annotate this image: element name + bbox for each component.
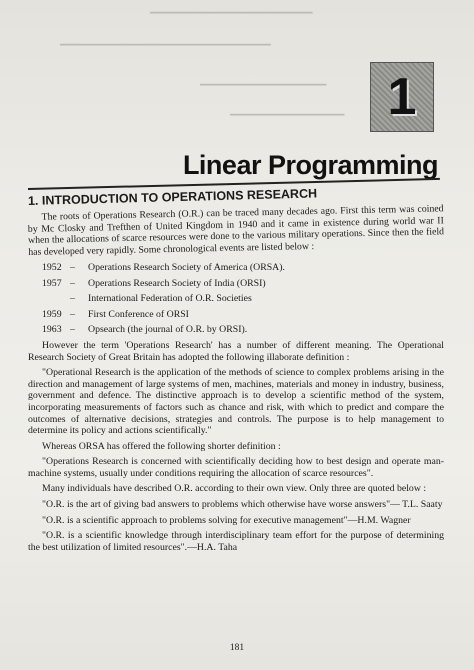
section-heading: 1. INTRODUCTION TO OPERATIONS RESEARCH [27, 186, 318, 208]
meanings-paragraph: However the term 'Operations Research' has a number of different meaning. The Operational Research Society of Great Britain has adopted the following illaborate definition : [28, 339, 444, 363]
quote-saaty: "O.R. is the art of giving bad answers to problems which otherwise have worse answers"— T.L. Saaty [42, 499, 443, 511]
quote-taha: "O.R. is a scientific knowledge through interdisciplinary team effort for the purpose of determining the best utilization of limited resources".—H.A. Taha [28, 530, 444, 553]
chronology-item: 1952 – Operations Research Society of America (ORSA). [42, 261, 285, 273]
orsa-intro-paragraph: Whereas ORSA has offered the following shorter definition : [42, 440, 281, 452]
bleed-through-text: ━━━━━━━━━━━━━━━━━━━ [230, 110, 345, 121]
chapter-title: Linear Programming [182, 150, 438, 180]
chronology-list [42, 262, 444, 336]
intro-paragraph: The roots of Operations Research (O.R.) can be traced many decades ago. First this term was coined by Mc Closky and Trefthen of United Kingdom in 1940 and it came in existence during world war II when the allocations of scarce resources were done to the various military operations. Since then the field has developed very rapidly. Some chronological events are listed below : [27, 202, 445, 258]
chronology-item: 1959 – First Conference of ORSI [42, 308, 189, 320]
quote-wagner: "O.R. is a scientific approach to problems solving for executive management"—H.M. Wagner [42, 514, 411, 526]
bleed-through-text: ━━━━━━━━━━━━━━━━━━━━━━━━━━━━━━━━━━━ [60, 40, 271, 51]
britain-definition: "Operational Research is the application of the methods of science to complex problems arising in the direction and management of large systems of men, machines, materials and money in industry, business, government and defence. The distinctive approach is to develop a scientific method of the system, incorporating measurements of factors such as chance and risk, with which to predict and compare the outcomes of alternative decisions, strategies and controls. The purpose is to help management to determine its policy and actions scientifically." [28, 367, 444, 437]
orsa-definition: "Operations Research is concerned with scientifically deciding how to best design and operate man-machine systems, usually under conditions requiring the allocation of scarce resources". [28, 456, 444, 479]
bleed-through-text: ━━━━━━━━━━━━━━━━━━━━━ [200, 80, 327, 91]
chapter-number-box [370, 62, 434, 132]
chapter-content [27, 186, 445, 557]
chronology-item: – International Federation of O.R. Societies [70, 293, 252, 305]
chronology-item: 1963 – Opsearch (the journal of O.R. by ORSI). [42, 324, 248, 336]
bleed-through-text: ━━━━━━━━━━━━━━━━━━━━━━━━━━━ [150, 8, 313, 19]
chronology-item: 1957 – Operations Research Society of India (ORSI) [42, 277, 266, 289]
chapter-number: 1 [387, 68, 417, 126]
page-number: 181 [229, 643, 245, 653]
views-paragraph: Many individuals have described O.R. according to their own view. Only three are quoted below : [42, 483, 427, 495]
